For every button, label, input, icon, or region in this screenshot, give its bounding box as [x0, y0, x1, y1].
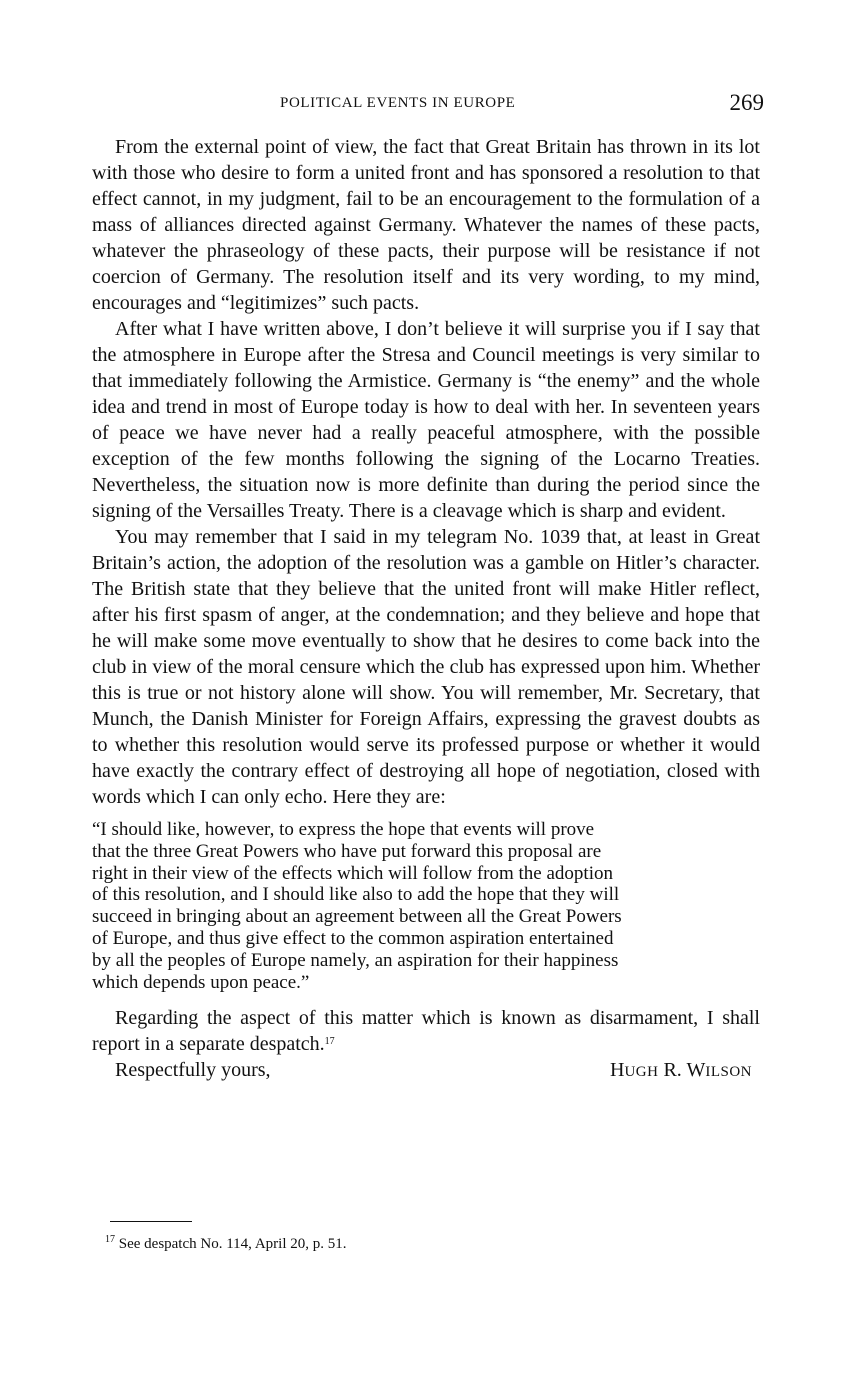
running-head: POLITICAL EVENTS IN EUROPE	[280, 95, 516, 111]
quote-line: which depends upon peace.”	[92, 971, 310, 993]
signature-part: ILSON	[705, 1064, 752, 1081]
closing-text: Regarding the aspect of this matter which is known as disarmament, I shall report in a separate despatch.	[92, 1007, 760, 1056]
quote-line: of Europe, and thus give effect to the common aspiration entertained	[92, 927, 614, 949]
footnote	[105, 1236, 347, 1253]
quote-line: right in their view of the effects which will follow from the adoption	[92, 862, 613, 884]
signature	[610, 1057, 752, 1085]
paragraph: You may remember that I said in my telegram No. 1039 that, at least in Great Britain’s action, the adoption of the resolution was a gamble on Hitler’s character. The British state that they believe that the united front will make Hitler reflect, after his first spasm of anger, at the condemnation; and they believe and hope that he will make some move eventually to show that he desires to come back into the club in view of the moral censure which the club has expressed upon him. Whether this is true or not history alone will show. You will remember, Mr. Secretary, that Munch, the Danish Minister for Foreign Affairs, expressing the gravest doubts as to whether this resolution would serve its professed purpose or whether it would have exactly the contrary effect of destroying all hope of negotiation, closed with words which I can only echo. Here they are:	[92, 526, 760, 808]
quote-line: of this resolution, and I should like also to add the hope that they will	[92, 884, 620, 906]
page-number: 269	[729, 90, 764, 115]
footnote-divider	[110, 1221, 192, 1222]
signature-part: UGH	[624, 1064, 659, 1081]
page-header	[92, 90, 764, 120]
footnote-marker: 17	[105, 1234, 115, 1245]
quote-line: “I should like, however, to express the hope that events will prove	[92, 819, 595, 840]
signature-part: W	[686, 1059, 706, 1082]
paragraph: From the external point of view, the fact that Great Britain has thrown in its lot with those who desire to form a united front and has sponsored a resolution to that effect cannot, in my judgment, fail to be an encouragement to the formulation of a mass of alliances directed against Germany. Whatever the names of these pacts, whatever the phraseology of these pacts, their purpose will be resistance if not coercion of Germany. The resolution itself and its very wording, to my mind, encourages and “legitimizes” such pacts.	[92, 136, 760, 314]
body-text	[92, 134, 760, 1085]
quote-line: succeed in bringing about an agreement between all the Great Powers	[92, 906, 622, 928]
salutation: Respectfully yours,	[115, 1059, 271, 1082]
signature-part: R.	[658, 1059, 687, 1082]
closing-paragraph	[92, 1005, 760, 1057]
footnote-text: See despatch No. 114, April 20, p. 51.	[118, 1236, 347, 1252]
signature-part: H	[610, 1059, 625, 1082]
footnote-reference: 17	[324, 1036, 335, 1048]
closing-row	[92, 1057, 760, 1085]
quote-line: that the three Great Powers who have put forward this proposal are	[92, 840, 602, 862]
paragraph: After what I have written above, I don’t believe it will surprise you if I say that the atmosphere in Europe after the Stresa and Council meetings is very similar to that immediately following the Armistice. Germany is “the enemy” and the whole idea and trend in most of Europe today is how to deal with her. In seventeen years of peace we have never had a really peaceful atmosphere, with the possible exception of the few months following the signing of the Locarno Treaties. Nevertheless, the situation now is more definite than during the period since the signing of the Versailles Treaty. There is a cleavage which is sharp and evident.	[92, 318, 760, 522]
block-quote	[92, 819, 760, 993]
quote-line: by all the peoples of Europe namely, an aspiration for their happiness	[92, 949, 619, 971]
